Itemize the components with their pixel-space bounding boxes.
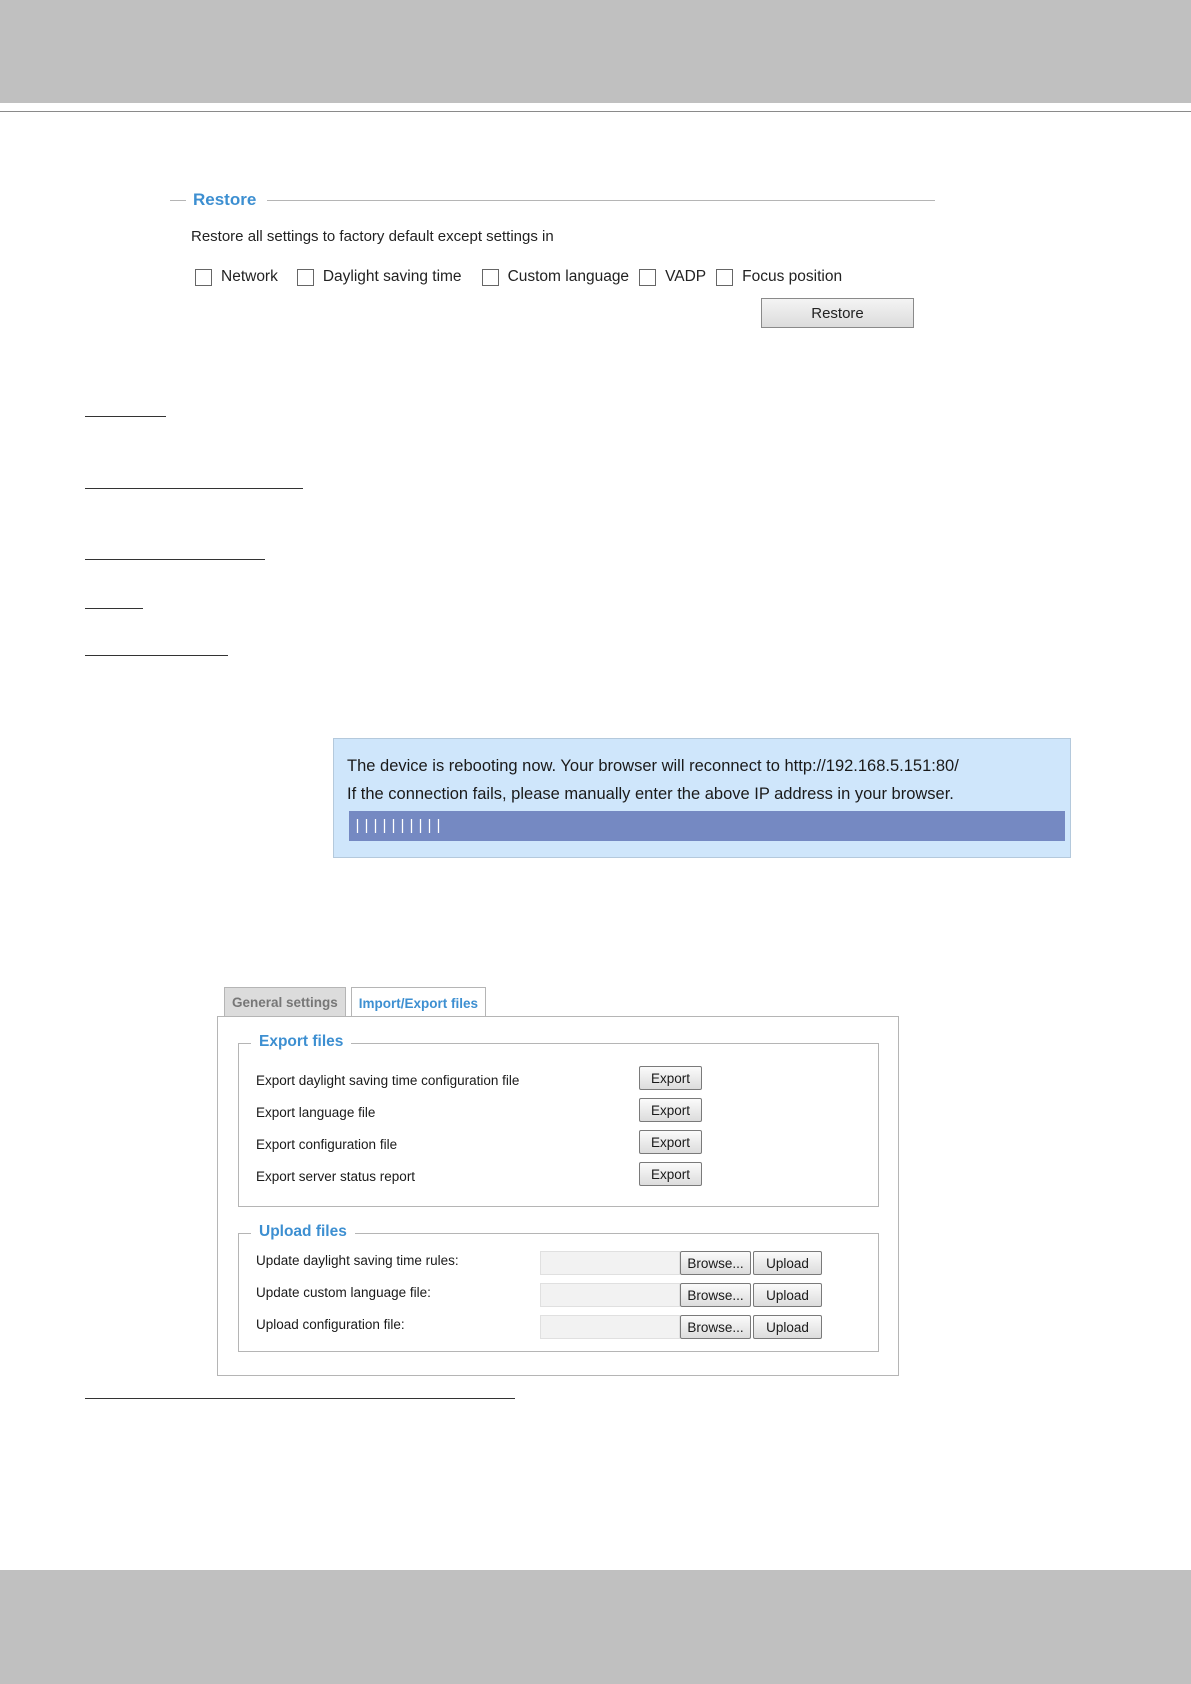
restore-options	[195, 268, 842, 286]
option-focus-position[interactable]	[716, 268, 842, 286]
option-label: VADP	[665, 268, 707, 285]
restore-description: Restore all settings to factory default except settings in	[191, 228, 554, 245]
underline-rule	[85, 608, 143, 609]
upload-row-label: Update custom language file:	[256, 1285, 431, 1300]
option-custom-language[interactable]	[482, 268, 630, 286]
underline-rule	[85, 655, 228, 656]
config-browse-button[interactable]: Browse...	[680, 1315, 751, 1339]
underline-rule	[85, 1398, 515, 1399]
upload-row-label: Update daylight saving time rules:	[256, 1253, 459, 1268]
tab-bar	[224, 986, 491, 1017]
network-checkbox[interactable]	[195, 269, 212, 286]
option-vadp[interactable]	[639, 268, 706, 286]
language-browse-button[interactable]: Browse...	[680, 1283, 751, 1307]
export-row-label: Export language file	[256, 1105, 376, 1120]
option-daylight-saving[interactable]	[297, 268, 462, 286]
option-label: Daylight saving time	[322, 268, 462, 285]
language-upload-button[interactable]: Upload	[753, 1283, 822, 1307]
option-label: Network	[221, 268, 278, 285]
export-language-button[interactable]: Export	[639, 1098, 702, 1122]
underline-rule	[85, 416, 166, 417]
export-config-button[interactable]: Export	[639, 1130, 702, 1154]
restore-title: Restore	[193, 190, 257, 209]
export-row-label: Export server status report	[256, 1169, 416, 1184]
language-file-input[interactable]	[540, 1283, 680, 1307]
config-upload-button[interactable]: Upload	[753, 1315, 822, 1339]
vadp-checkbox[interactable]	[639, 269, 656, 286]
export-row-label: Export daylight saving time configuration file	[256, 1073, 520, 1088]
export-status-report-button[interactable]: Export	[639, 1162, 702, 1186]
tab-import-export-files[interactable]: Import/Export files	[351, 987, 486, 1018]
restore-button[interactable]: Restore	[761, 298, 914, 328]
header-rule	[0, 111, 1191, 112]
reboot-message: The device is rebooting now. Your browser will reconnect to http://192.168.5.151:80/	[347, 757, 959, 775]
export-files-box	[238, 1033, 879, 1207]
tab-panel	[217, 1016, 899, 1376]
option-label: Custom language	[507, 268, 630, 285]
dst-rules-file-input[interactable]	[540, 1251, 680, 1275]
export-row-label: Export configuration file	[256, 1137, 398, 1152]
export-dst-button[interactable]: Export	[639, 1066, 702, 1090]
header-band	[0, 0, 1191, 103]
tab-general-settings[interactable]: General settings	[224, 987, 346, 1017]
upload-files-box	[238, 1223, 879, 1352]
export-files-title: Export files	[251, 1033, 351, 1051]
reboot-dialog	[333, 738, 1071, 858]
footer-band	[0, 1570, 1191, 1684]
fieldset-border	[267, 200, 935, 201]
underline-rule	[85, 559, 265, 560]
progress-fill: ||||||||||	[353, 817, 444, 835]
upload-files-title: Upload files	[251, 1223, 355, 1241]
daylight-saving-checkbox[interactable]	[297, 269, 314, 286]
underline-rule	[85, 488, 303, 489]
custom-language-checkbox[interactable]	[482, 269, 499, 286]
fieldset-border	[170, 200, 186, 201]
restore-fieldset	[170, 186, 935, 336]
upload-row-label: Upload configuration file:	[256, 1317, 405, 1332]
dst-rules-browse-button[interactable]: Browse...	[680, 1251, 751, 1275]
option-network[interactable]	[195, 268, 278, 286]
config-file-input[interactable]	[540, 1315, 680, 1339]
option-label: Focus position	[742, 268, 843, 285]
dst-rules-upload-button[interactable]: Upload	[753, 1251, 822, 1275]
reboot-progress-bar	[349, 811, 1065, 841]
reboot-hint: If the connection fails, please manually enter the above IP address in your browser.	[347, 785, 954, 803]
focus-position-checkbox[interactable]	[716, 269, 733, 286]
